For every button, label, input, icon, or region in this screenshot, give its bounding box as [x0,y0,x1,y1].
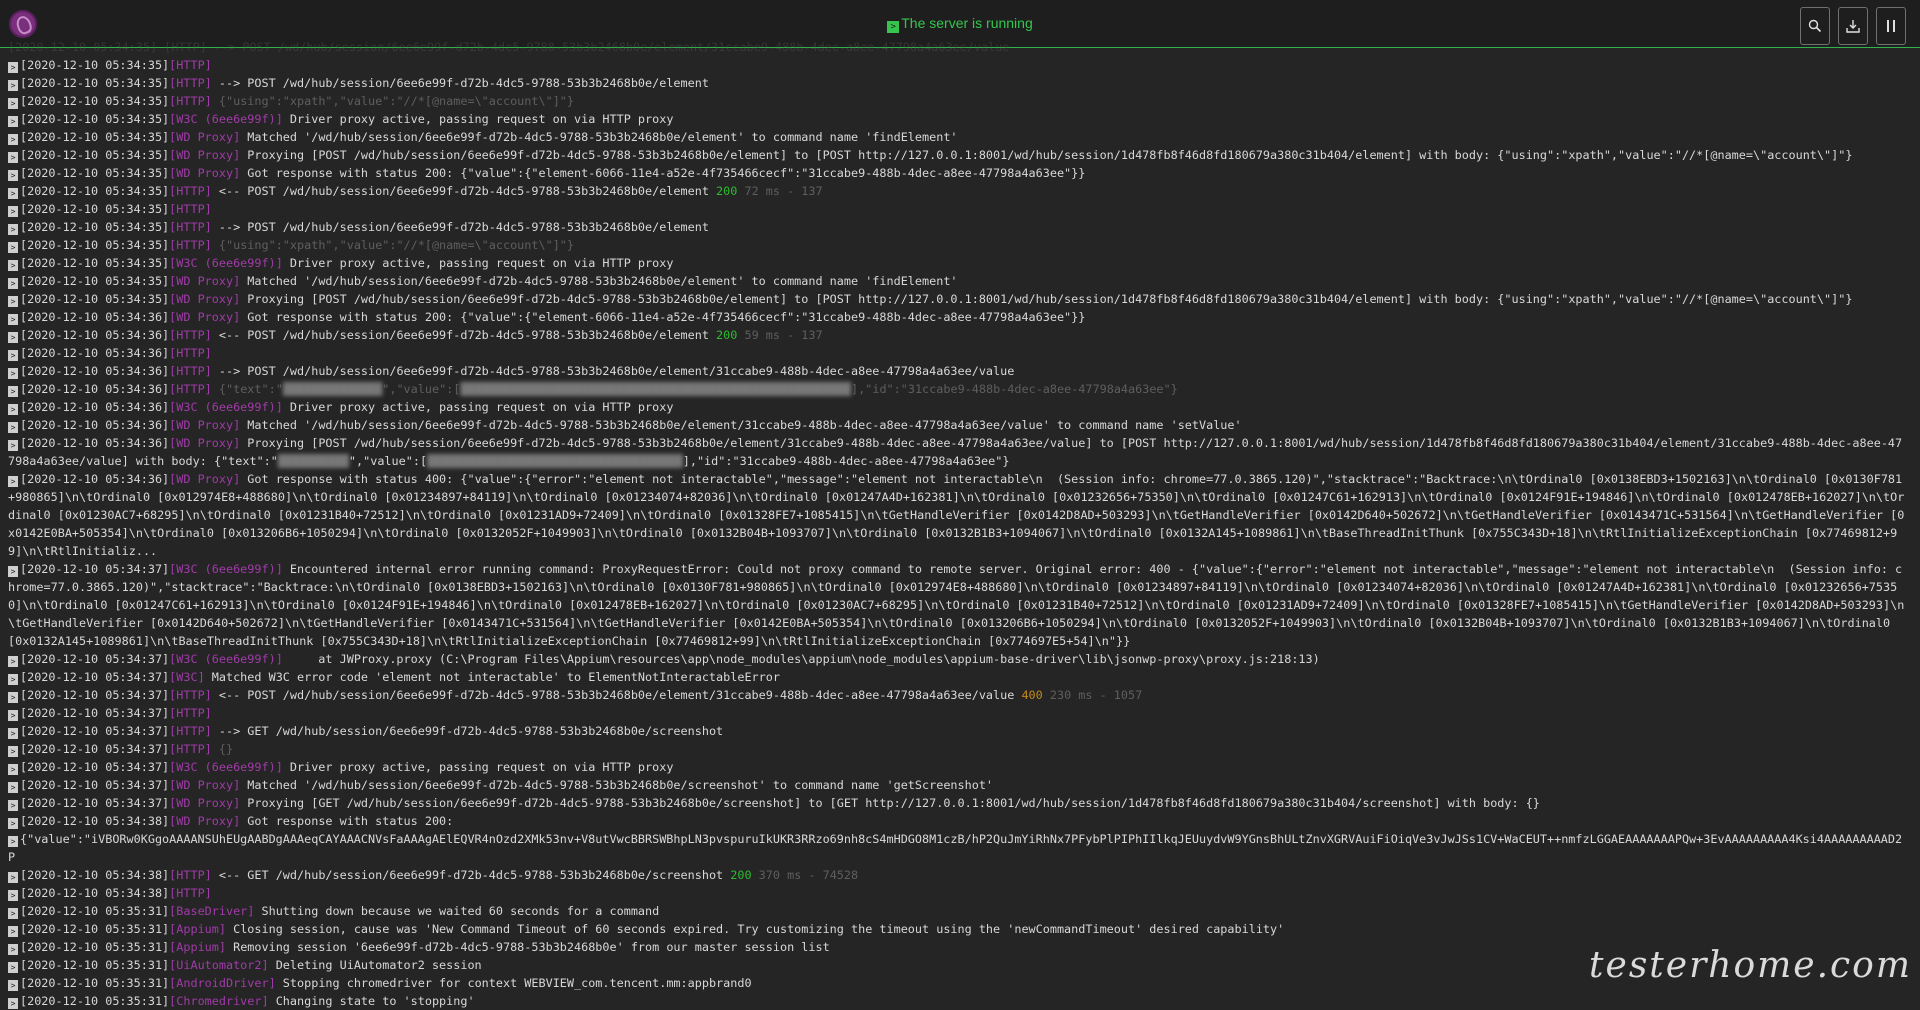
log-source-tag: [HTTP] [169,868,212,882]
log-line-marker-icon: > [8,818,18,829]
log-message: Got response with status 200: [240,814,454,828]
log-timestamp: [2020-12-10 05:34:35] [20,220,170,234]
log-source-tag: [WD Proxy] [169,436,241,450]
log-timestamp: [2020-12-10 05:34:37] [20,562,170,576]
log-line [8,704,1908,722]
log-detail: ],"id":"31ccabe9-488b-4dec-a8ee-47798a4a63ee"} [851,382,1178,396]
log-line-marker-icon: > [8,224,18,235]
log-timestamp: [2020-12-10 05:34:37] [20,778,170,792]
log-source-tag: [WD Proxy] [169,796,241,810]
log-timestamp: [2020-12-10 05:34:35] [20,112,170,126]
log-line [8,146,1908,164]
log-detail: {"using":"xpath","value":"//*[@name=\"account\"]"} [211,238,574,252]
log-line-marker-icon: > [8,692,18,703]
log-source-tag: [HTTP] [169,238,212,252]
log-line-marker-icon: > [8,260,18,271]
log-source-tag: [AndroidDriver] [169,976,276,990]
log-source-tag: [WD Proxy] [169,310,241,324]
log-line [8,794,1908,812]
log-source-tag: [HTTP] [169,220,212,234]
log-message: Proxying [POST /wd/hub/session/6ee6e99f-d72b-4dc5-9788-53b3b2468b0e/element/31ccabe9-488b-4dec-a8ee-47798a4a63ee/value] to [POST http://127.0.0.1:8001/wd/hub/session/1d478fb8f46d8fd180679a380c31b404/element/31ccabe9-488b-4dec-a8ee-47798a4a63ee/value] with body: {"text":" [8,436,1903,468]
log-timestamp: [2020-12-10 05:34:36] [20,310,170,324]
log-source-tag: [Appium] [169,940,226,954]
log-timestamp: [2020-12-10 05:34:36] [20,436,170,450]
log-timestamp: [2020-12-10 05:34:38] [20,886,170,900]
log-message: Got response with status 400: {"value":{"error":"element not interactable","message":"element not interactable\n (Session info: chrome=77.0.3865.120)","stacktrace":"Backtrace:\n\tOrdinal0 [0x0138EBD3+1502163]\n\tOrdinal0 [0x0130F781+980865]\n\tOrdinal0 [0x012974E8+488680]\n\tOrdinal0 [0x01234897+84119]\n\tOrdinal0 [0x01234074+82036]\n\tOrdinal0 [0x01247A4D+162381]\n\tOrdinal0 [0x01232656+75350]\n\tOrdinal0 [0x01247C61+162913]\n\tOrdinal0 [0x0124F91E+194846]\n\tOrdinal0 [0x012478EB+162027]\n\tOrdinal0 [0x01230AC7+68295]\n\tOrdinal0 [0x01231B40+72512]\n\tOrdinal0 [0x01231AD9+72409]\n\tOrdinal0 [0x01328FE7+1085415]\n\tGetHandleVerifier [0x0142D8AD+503293]\n\tGetHandleVerifier [0x0142D640+502672]\n\tGetHandleVerifier [0x0143471C+531564]\n\tGetHandleVerifier [0x0142E0BA+505354]\n\tOrdinal0 [0x013206B6+1050294]\n\tOrdinal0 [0x0132052F+1049903]\n\tOrdinal0 [0x0132B04B+1093707]\n\tOrdinal0 [0x0132B1B3+1094067]\n\tOrdinal0 [0x0132A145+1089861]\n\tBaseThreadInitThunk [0x755C343D+18]\n\tRtlInitializeExceptionChain [0x77469812+99]\n\tRtlInitializ... [8,472,1905,558]
log-timestamp: [2020-12-10 05:34:36] [20,472,170,486]
log-message: ],"id":"31ccabe9-488b-4dec-a8ee-47798a4a63ee"} [682,454,1010,468]
log-source-tag: [WD Proxy] [169,418,241,432]
log-line-marker-icon: > [8,962,18,973]
log-line [8,740,1908,758]
log-message: <-- POST /wd/hub/session/6ee6e99f-d72b-4dc5-9788-53b3b2468b0e/element/31ccabe9-488b-4dec-a8ee-47798a4a63ee/value [211,688,1022,702]
log-timestamp: [2020-12-10 05:34:35] [20,130,170,144]
log-source-tag: [WD Proxy] [169,274,241,288]
log-line [8,434,1908,470]
log-line-marker-icon: > [8,134,18,145]
log-line [8,686,1908,704]
log-line [8,344,1908,362]
pause-icon [1885,19,1897,33]
log-source-tag: [HTTP] [169,724,212,738]
log-source-tag: [WD Proxy] [169,148,241,162]
log-line-marker-icon: > [8,80,18,91]
log-timestamp: [2020-12-10 05:34:37] [20,652,170,666]
server-status [0,15,1920,33]
log-timestamp: [2020-12-10 05:35:31] [20,940,170,954]
log-line-marker-icon: > [8,350,18,361]
log-timestamp: [2020-12-10 05:34:37] [20,706,170,720]
log-source-tag: [W3C (6ee6e99f)] [169,760,283,774]
log-line-marker-icon: > [8,656,18,667]
log-source-tag: [HTTP] [169,382,212,396]
log-timestamp: [2020-12-10 05:34:35] [20,184,170,198]
log-line [8,560,1908,650]
log-line-marker-icon: > [8,674,18,685]
log-timestamp: [2020-12-10 05:34:36] [20,418,170,432]
log-timestamp: [2020-12-10 05:34:37] [20,796,170,810]
log-source-tag: [HTTP] [169,346,212,360]
log-timestamp: [2020-12-10 05:35:31] [20,922,170,936]
log-line [8,758,1908,776]
log-line-marker-icon: > [8,314,18,325]
log-detail: {"using":"xpath","value":"//*[@name=\"account\"]"} [211,94,574,108]
server-log[interactable] [0,40,1920,1008]
log-line [8,866,1908,884]
log-source-tag: [HTTP] [169,58,212,72]
log-source-tag: [W3C (6ee6e99f)] [169,400,283,414]
log-timestamp: [2020-12-10 05:34:37] [20,670,170,684]
log-source-tag: [BaseDriver] [169,904,255,918]
log-line-marker-icon: > [8,206,18,217]
log-message: {"value":"iVBORw0KGgoAAAANSUhEUgAABDgAAAeqCAYAAACNVsFaAAAgAElEQVR4nOzd2XMk53nv+V8utVwcBBRSWBhpLN3pvspuruIkUKR3RRzo69nh8cS4mHDGO8M1czB/hP2QuJmYiRhNx7PFybPlPIPhIIlkqJEUuydvW9YGnsBhULtZnvXGRVAuiFiOiqVe3vJwJSs1CV+WaCEUT++nmfzLGGAEAAAAAAAPQw+3EvAAAAAAAAA4Ksi4AAAAAAAAAD2P [8,832,1903,864]
log-line-marker-icon: > [8,62,18,73]
log-line-marker-icon: > [8,476,18,487]
log-line [8,884,1908,902]
log-line-marker-icon: > [8,188,18,199]
redacted-text: ██████████ [277,454,349,468]
search-icon [1808,19,1822,33]
log-source-tag: [HTTP] [169,364,212,378]
log-line-marker-icon: > [8,242,18,253]
log-message: <-- POST /wd/hub/session/6ee6e99f-d72b-4dc5-9788-53b3b2468b0e/element [211,184,717,198]
log-line-marker-icon: > [8,998,18,1009]
log-source-tag: [HTTP] [169,184,212,198]
log-line-marker-icon: > [8,278,18,289]
log-timestamp: [2020-12-10 05:35:31] [20,904,170,918]
log-line [8,164,1908,182]
log-source-tag: [W3C (6ee6e99f)] [169,112,283,126]
log-line [8,668,1908,686]
log-line [8,38,1908,56]
log-line [8,254,1908,272]
log-message: <-- POST /wd/hub/session/6ee6e99f-d72b-4dc5-9788-53b3b2468b0e/element [211,328,717,342]
log-message: Matched '/wd/hub/session/6ee6e99f-d72b-4dc5-9788-53b3b2468b0e/screenshot' to command name 'getScreenshot' [240,778,994,792]
log-line-marker-icon: > [8,422,18,433]
log-line-marker-icon: > [8,296,18,307]
log-line-marker-icon: > [8,368,18,379]
log-detail: 59 ms - 137 [737,328,823,342]
log-timestamp: [2020-12-10 05:34:38] [20,814,170,828]
log-message: ","value":[ [348,454,428,468]
log-line [8,200,1908,218]
log-line-marker-icon: > [8,98,18,109]
log-source-tag: [Chromedriver] [169,994,269,1008]
log-line [8,776,1908,794]
log-timestamp: [2020-12-10 05:34:37] [20,688,170,702]
log-line [8,398,1908,416]
log-line [8,902,1908,920]
log-source-tag: [W3C (6ee6e99f)] [169,652,283,666]
log-timestamp: [2020-12-10 05:34:36] [20,364,170,378]
log-line-marker-icon: > [8,872,18,883]
log-line-marker-icon: > [8,980,18,991]
log-source-tag: [WD Proxy] [169,472,241,486]
log-line [8,56,1908,74]
log-message: Driver proxy active, passing request on via HTTP proxy [282,400,674,414]
log-message: Proxying [POST /wd/hub/session/6ee6e99f-d72b-4dc5-9788-53b3b2468b0e/element] to [POST http://127.0.0.1:8001/wd/hub/session/1d478fb8f46d8fd180679a380c31b404/element] with body: {"using":"xpath","value":"//*[@name=\"account\"]"} [240,148,1853,162]
log-line [8,92,1908,110]
server-status-text: The server is running [901,15,1033,31]
log-source-tag: [Appium] [169,922,226,936]
log-line-marker-icon: > [8,152,18,163]
log-status-code: 200 [716,184,738,198]
log-line-marker-icon: > [8,764,18,775]
log-message: Proxying [GET /wd/hub/session/6ee6e99f-d72b-4dc5-9788-53b3b2468b0e/screenshot] to [GET http://127.0.0.1:8001/wd/hub/session/1d478fb8f46d8fd180679a380c31b404/screenshot] with body: {} [240,796,1540,810]
log-message: Got response with status 200: {"value":{"element-6066-11e4-a52e-4f735466cecf":"31ccabe9-488b-4dec-a8ee-47798a4a63ee"}} [240,166,1086,180]
log-timestamp: [2020-12-10 05:34:36] [20,382,170,396]
log-timestamp: [2020-12-10 05:34:37] [20,724,170,738]
log-timestamp: [2020-12-10 05:34:38] [20,868,170,882]
log-source-tag: [HTTP] [169,94,212,108]
log-source-tag: [WD Proxy] [169,814,241,828]
log-detail: ","value":[ [382,382,461,396]
log-source-tag: [UiAutomator2] [169,958,269,972]
log-message: Matched '/wd/hub/session/6ee6e99f-d72b-4dc5-9788-53b3b2468b0e/element' to command name 'findElement' [240,130,958,144]
log-source-tag: [HTTP] [169,688,212,702]
log-status-code: 200 [730,868,752,882]
log-timestamp: [2020-12-10 05:35:31] [20,994,170,1008]
log-timestamp: [2020-12-10 05:35:31] [20,958,170,972]
redacted-text: ██████████████ [282,382,383,396]
log-message: Stopping chromedriver for context WEBVIEW_com.tencent.mm:appbrand0 [275,976,752,990]
redacted-text: ███████████████████████████████████████████████████████ [460,382,852,396]
log-message: Driver proxy active, passing request on via HTTP proxy [282,256,674,270]
log-line [8,650,1908,668]
log-line-marker-icon: > [8,332,18,343]
log-line [8,920,1908,938]
log-line-marker-icon: > [8,170,18,181]
log-line [8,128,1908,146]
log-detail: 230 ms - 1057 [1042,688,1143,702]
log-line-marker-icon: > [8,782,18,793]
log-source-tag: [W3C (6ee6e99f)] [169,256,283,270]
log-detail: 370 ms - 74528 [751,868,859,882]
log-message: at JWProxy.proxy (C:\Program Files\Appium\resources\app\node_modules\appium\node_modules\appium-base-driver\lib\jsonwp-proxy\proxy.js:218:13) [282,652,1320,666]
log-timestamp: [2020-12-10 05:34:35] [20,148,170,162]
log-message: Deleting UiAutomator2 session [268,958,482,972]
log-message: Proxying [POST /wd/hub/session/6ee6e99f-d72b-4dc5-9788-53b3b2468b0e/element] to [POST http://127.0.0.1:8001/wd/hub/session/1d478fb8f46d8fd180679a380c31b404/element] with body: {"using":"xpath","value":"//*[@name=\"account\"]"} [240,292,1853,306]
log-line-marker-icon: > [8,116,18,127]
log-line-marker-icon: > [8,386,18,397]
log-line-marker-icon: > [8,566,18,577]
log-line [8,110,1908,128]
log-source-tag: [HTTP] [169,202,212,216]
log-line-marker-icon: > [8,440,18,451]
log-timestamp: [2020-12-10 05:34:36] [20,328,170,342]
log-line [8,362,1908,380]
log-source-tag: [W3C] [169,670,205,684]
log-source-tag: [W3C (6ee6e99f)] [169,562,283,576]
log-line [8,272,1908,290]
log-message: --> POST /wd/hub/session/6ee6e99f-d72b-4dc5-9788-53b3b2468b0e/element/31ccabe9-488b-4dec-a8ee-47798a4a63ee/value [211,364,1015,378]
log-detail: {"text":" [211,382,283,396]
log-timestamp: [2020-12-10 05:34:35] [20,274,170,288]
log-line-marker-icon: > [8,800,18,811]
log-message: --> GET /wd/hub/session/6ee6e99f-d72b-4dc5-9788-53b3b2468b0e/screenshot [211,724,724,738]
log-message: --> POST /wd/hub/session/6ee6e99f-d72b-4dc5-9788-53b3b2468b0e/element [211,76,709,90]
log-source-tag: [HTTP] [169,886,212,900]
log-line [8,830,1908,866]
log-line-marker-icon: > [8,728,18,739]
log-message: Closing session, cause was 'New Command Timeout of 60 seconds expired. Try customizing the timeout using the 'newCommandTimeout' desired capability' [225,922,1285,936]
log-line [8,326,1908,344]
log-source-tag: [HTTP] [169,706,212,720]
log-source-tag: [WD Proxy] [169,130,241,144]
log-message: Driver proxy active, passing request on via HTTP proxy [282,760,674,774]
log-source-tag: [WD Proxy] [169,292,241,306]
log-message: Matched '/wd/hub/session/6ee6e99f-d72b-4dc5-9788-53b3b2468b0e/element/31ccabe9-488b-4dec-a8ee-47798a4a63ee/value' to command name 'setValue' [240,418,1242,432]
log-message: Shutting down because we waited 60 seconds for a command [254,904,660,918]
log-line [8,308,1908,326]
terminal-icon: > [887,21,899,33]
log-line-marker-icon: > [8,890,18,901]
log-line-marker-icon: > [8,746,18,757]
log-message: <-- GET /wd/hub/session/6ee6e99f-d72b-4dc5-9788-53b3b2468b0e/screenshot [211,868,731,882]
log-timestamp: [2020-12-10 05:34:35] [20,76,170,90]
log-line-marker-icon: > [8,404,18,415]
log-timestamp: [2020-12-10 05:34:35] [20,292,170,306]
log-timestamp: [2020-12-10 05:35:31] [20,976,170,990]
log-line [8,812,1908,830]
log-source-tag: [HTTP] [169,328,212,342]
log-timestamp: [2020-12-10 05:34:36] [20,400,170,414]
log-source-tag: [HTTP] [169,742,212,756]
log-message: [2020-12-10 05:34:35] [HTTP] --> POST /wd/hub/session/6ee6e99f-d72b-4dc5-9788-53b3b2468b0e/element/31ccabe9-488b-4dec-a8ee-47798a4a63ee/value [8,40,1010,54]
log-timestamp: [2020-12-10 05:34:37] [20,742,170,756]
log-line-marker-icon: > [8,836,18,847]
log-message: Matched '/wd/hub/session/6ee6e99f-d72b-4dc5-9788-53b3b2468b0e/element' to command name 'findElement' [240,274,958,288]
log-line [8,992,1908,1010]
log-line [8,470,1908,560]
log-line-marker-icon: > [8,710,18,721]
log-line [8,722,1908,740]
log-message: Changing state to 'stopping' [268,994,475,1008]
log-timestamp: [2020-12-10 05:34:36] [20,346,170,360]
log-line [8,182,1908,200]
log-message: --> POST /wd/hub/session/6ee6e99f-d72b-4dc5-9788-53b3b2468b0e/element [211,220,709,234]
log-timestamp: [2020-12-10 05:34:35] [20,166,170,180]
log-line-marker-icon: > [8,944,18,955]
log-message: Encountered internal error running command: ProxyRequestError: Could not proxy command to remote server. Original error: 400 - {"value":{"error":"element not interactable","message":"element not interactable\n (Session info: chrome=77.0.3865.120)","stacktrace":"Backtrace:\n\tOrdinal0 [0x0138EBD3+1502163]\n\tOrdinal0 [0x0130F781+980865]\n\tOrdinal0 [0x012974E8+488680]\n\tOrdinal0 [0x01234897+84119]\n\tOrdinal0 [0x01234074+82036]\n\tOrdinal0 [0x01247A4D+162381]\n\tOrdinal0 [0x01232656+75350]\n\tOrdinal0 [0x01247C61+162913]\n\tOrdinal0 [0x0124F91E+194846]\n\tOrdinal0 [0x012478EB+162027]\n\tOrdinal0 [0x01230AC7+68295]\n\tOrdinal0 [0x01231B40+72512]\n\tOrdinal0 [0x01231AD9+72409]\n\tOrdinal0 [0x01328FE7+1085415]\n\tGetHandleVerifier [0x0142D8AD+503293]\n\tGetHandleVerifier [0x0142D640+502672]\n\tGetHandleVerifier [0x0143471C+531564]\n\tGetHandleVerifier [0x0142E0BA+505354]\n\tOrdinal0 [0x013206B6+1050294]\n\tOrdinal0 [0x0132052F+1049903]\n\tOrdinal0 [0x0132B04B+1093707]\n\tOrdinal0 [0x0132B1B3+1094067]\n\tOrdinal0 [0x0132A145+1089861]\n\tBaseThreadInitThunk [0x755C343D+18]\n\tRtlInitializeExceptionChain [0x77469812+99]\n\tRtlInitializeExceptionChain [0x774697E5+54]\n"}} [8,562,1905,648]
log-line [8,416,1908,434]
log-detail: 72 ms - 137 [737,184,823,198]
log-message: Removing session '6ee6e99f-d72b-4dc5-9788-53b3b2468b0e' from our master session list [225,940,830,954]
download-icon [1846,19,1860,33]
log-source-tag: [WD Proxy] [169,778,241,792]
log-line-marker-icon: > [8,926,18,937]
log-line [8,218,1908,236]
log-status-code: 200 [716,328,738,342]
log-timestamp: [2020-12-10 05:34:35] [20,256,170,270]
log-message: Driver proxy active, passing request on via HTTP proxy [282,112,674,126]
log-source-tag: [WD Proxy] [169,166,241,180]
log-timestamp: [2020-12-10 05:34:35] [20,202,170,216]
log-message: Got response with status 200: {"value":{"element-6066-11e4-a52e-4f735466cecf":"31ccabe9-488b-4dec-a8ee-47798a4a63ee"}} [240,310,1086,324]
redacted-text: ████████████████████████████████████ [427,454,683,468]
log-line-marker-icon: > [8,908,18,919]
log-source-tag: [HTTP] [169,76,212,90]
log-timestamp: [2020-12-10 05:34:35] [20,58,170,72]
log-timestamp: [2020-12-10 05:34:35] [20,238,170,252]
log-line [8,380,1908,398]
log-line [8,74,1908,92]
log-timestamp: [2020-12-10 05:34:37] [20,760,170,774]
log-line [8,290,1908,308]
log-status-code: 400 [1021,688,1043,702]
log-message: Matched W3C error code 'element not interactable' to ElementNotInteractableError [204,670,780,684]
log-detail: {} [211,742,234,756]
log-line [8,236,1908,254]
log-timestamp: [2020-12-10 05:34:35] [20,94,170,108]
watermark: testerhome.com [1589,945,1912,986]
